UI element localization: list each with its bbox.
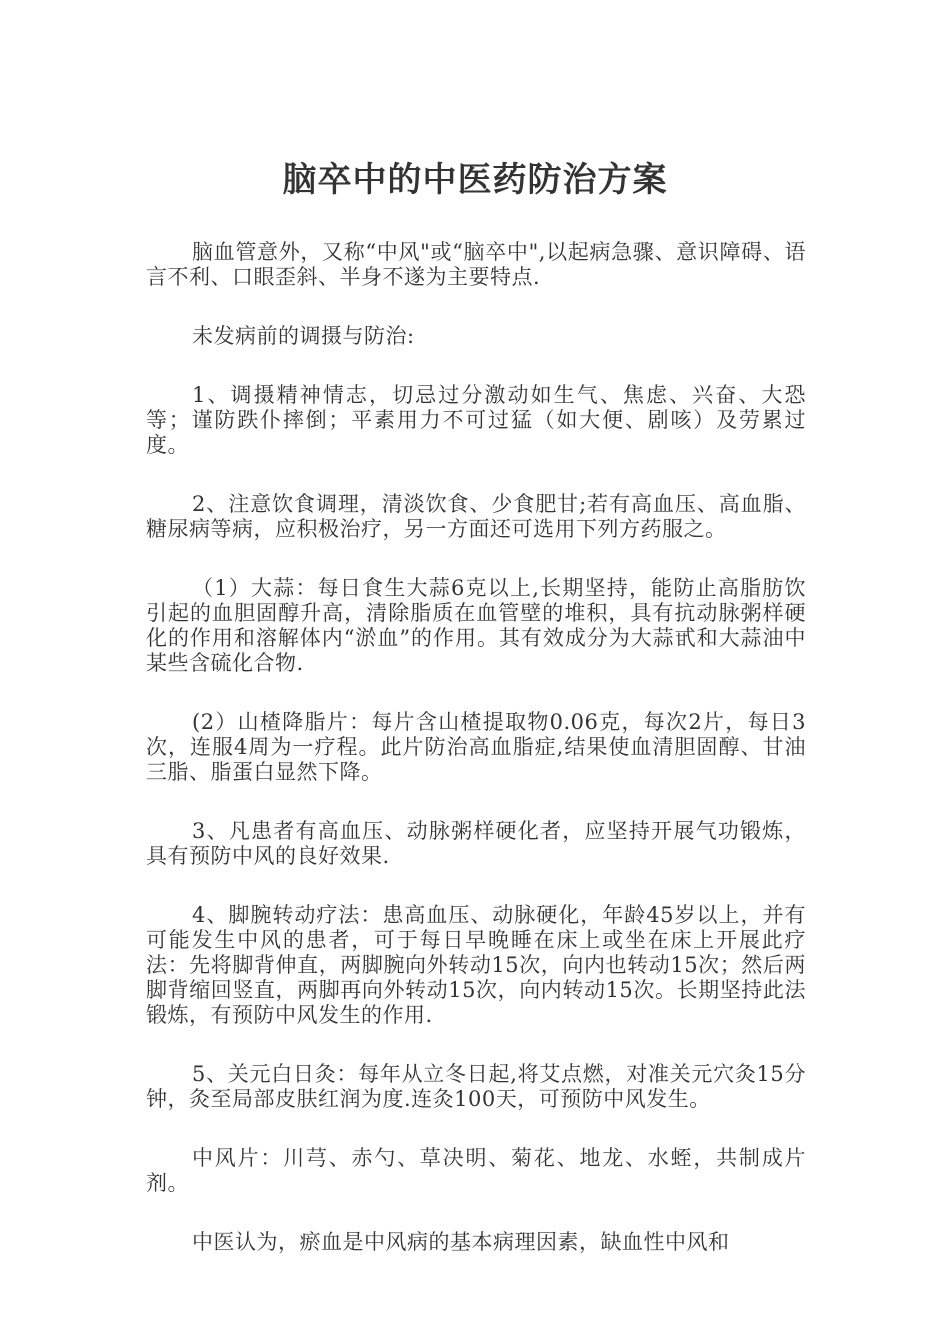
paragraph-item-4: 4、脚腕转动疗法：患高血压、动脉硬化，年龄45岁以上，并有可能发生中风的患者，可于每日早晚睡在床上或坐在床上开展此疗法：先将脚背伸直，两脚腕向外转动15次，向内也转动15次；然后两脚背缩回竖直，两脚再向外转动15次，向内转动15次。长期坚持此法锻炼，有预防中风发生的作用.	[146, 903, 806, 1027]
paragraph-item-1: 1、调摄精神情志，切忌过分激动如生气、焦虑、兴奋、大恐等；谨防跌仆摔倒；平素用力不可过猛（如大便、剧咳）及劳累过度。	[146, 383, 806, 457]
paragraph-garlic: （1）大蒜：每日食生大蒜6克以上,长期坚持，能防止高脂肪饮引起的血胆固醇升高，清除脂质在血管壁的堆积，具有抗动脉粥样硬化的作用和溶解体内“淤血”的作用。其有效成分为大蒜甙和大蒜油中某些含硫化合物.	[146, 576, 806, 675]
paragraph-item-5: 5、关元白日灸：每年从立冬日起,将艾点燃，对准关元穴灸15分钟，灸至局部皮肤红润为度.连灸100天，可预防中风发生。	[146, 1062, 806, 1111]
paragraph-prevention-heading: 未发病前的调摄与防治:	[192, 324, 415, 348]
paragraph-item-2: 2、注意饮食调理，清淡饮食、少食肥甘;若有高血压、高血脂、糖尿病等病，应积极治疗，另一方面还可选用下列方药服之。	[146, 492, 806, 541]
paragraph-stroke-tablet: 中风片：川芎、赤勺、草决明、菊花、地龙、水蛭，共制成片剂。	[146, 1146, 806, 1195]
paragraph-item-3: 3、凡患者有高血压、动脉粥样硬化者，应坚持开展气功锻炼，具有预防中风的良好效果.	[146, 819, 806, 868]
paragraph-hawthorn: (2）山楂降脂片：每片含山楂提取物0.06克，每次2片，每日3次，连服4周为一疗程。此片防治高血脂症,结果使血清胆固醇、甘油三脂、脂蛋白显然下降。	[146, 710, 806, 784]
document-title: 脑卒中的中医药防治方案	[282, 160, 668, 200]
paragraph-tcm-view: 中医认为，瘀血是中风病的基本病理因素，缺血性中风和	[192, 1230, 730, 1254]
document-body	[146, 240, 806, 1289]
paragraph-intro: 脑血管意外，又称“中风"或“脑卒中",以起病急骤、意识障碍、语言不利、口眼歪斜、半身不遂为主要特点.	[146, 240, 806, 289]
